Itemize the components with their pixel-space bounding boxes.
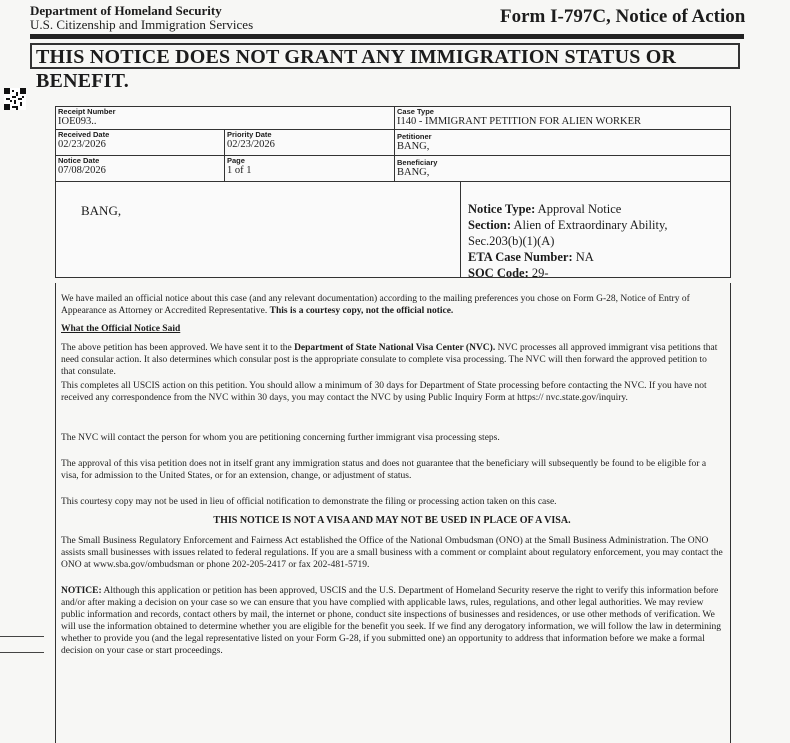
status-banner: THIS NOTICE DOES NOT GRANT ANY IMMIGRATION STATUS OR BENEFIT. [30,43,740,69]
case-type: I140 - IMMIGRANT PETITION FOR ALIEN WORKER [397,116,642,127]
eta-value: NA [575,250,594,264]
beneficiary-cell [397,159,437,179]
case-type-cell [397,108,641,128]
eligibility-paragraph: The approval of this visa petition does not in itself grant any immigration status and does not guarantee that the beneficiary will subsequently be found to be eligible for a visa, for admission to the United States, or for an extension, change, or adjustment of status. [61,459,707,481]
approval-paragraph [61,342,723,378]
form-title: Form I-797C, Notice of Action [500,6,746,27]
notice-date-label: Notice Date [58,156,100,165]
notice-date: 07/08/2026 [58,165,106,176]
mailing-paragraph [61,293,723,317]
qr-code-icon [4,88,26,110]
not-a-visa-notice: THIS NOTICE IS NOT A VISA AND MAY NOT BE USED IN PLACE OF A VISA. [213,515,571,526]
notice-info-block [468,201,668,281]
section-heading: What the Official Notice Said [61,324,181,334]
page-cell [227,157,252,177]
courtesy-paragraph: This courtesy copy may not be used in lieu of official notification to demonstrate the filing or processing action taken on this case. [61,497,557,507]
section-label: Section: [468,218,512,232]
priority-date-cell [227,131,275,151]
recipient-name: BANG, [81,203,122,218]
section-value-2: Sec.203(b)(1)(A) [468,234,555,248]
priority-date-label: Priority Date [227,130,272,139]
agency-name: U.S. Citizenship and Immigration Services [30,17,254,32]
receipt-number-label: Receipt Number [58,107,116,116]
soc-label: SOC Code: [468,266,529,280]
notice-type-label: Notice Type: [468,202,536,216]
courtesy-copy-text: This is a courtesy copy, not the official notice. [269,306,454,316]
notice-label: NOTICE: [61,586,102,596]
receipt-number-cell [58,108,116,128]
page-number: 1 of 1 [227,165,252,176]
approval-text-b: NVC processes all approved immigrant visa petitions that need consular action. It also determines which consular post is the appropriate consulate to complete visa processing. The NVC will then forward the approved petition to that consulate. [61,343,718,377]
received-date: 02/23/2026 [58,139,106,150]
receipt-number: IOE093.. [58,116,97,127]
beneficiary-name: BANG, [397,167,430,178]
approval-text-a: The above petition has been approved. We have sent it to the [61,343,292,353]
petitioner-cell [397,133,432,153]
petitioner-name: BANG, [397,141,430,152]
case-info-table [55,106,731,278]
margin-mark [0,652,44,653]
notice-date-cell [58,157,106,177]
received-date-cell [58,131,109,151]
nvc-text: Department of State National Visa Center (NVC). [294,343,496,353]
mailing-text: We have mailed an official notice about this case (and any relevant documentation) according to the mailing preferences you chose on Form G-28, Notice of Entry of Appearance as Attorney or Accredited Representative. [61,294,690,316]
margin-mark [0,636,44,637]
verification-notice-paragraph [61,585,723,657]
section-value: Alien of Extraordinary Ability, [513,218,668,232]
received-date-label: Received Date [58,130,110,139]
header-rule [30,34,744,39]
ombudsman-paragraph: The Small Business Regulatory Enforcement and Fairness Act established the Office of the National Ombudsman (ONO) at the Small Business Administration. The ONO assists small businesses with issues related to federal regulations. If you are a small business with a comment or complaint about regulatory enforcement, you may contact the ONO at www.sba.gov/ombudsman or phone 202-205-2417 or fax 202-481-5719. [61,536,723,570]
beneficiary-label: Beneficiary [397,158,438,167]
case-type-label: Case Type [397,107,434,116]
petitioner-label: Petitioner [397,132,432,141]
soc-value: 29- [531,266,549,280]
completion-paragraph: This completes all USCIS action on this petition. You should allow a minimum of 30 days for Department of State processing before contacting the NVC. If you have not received any correspondence from the NVC within 30 days, you may contact the NVC by using Public Inquiry Form at https:// nvc.state.gov/inquiry. [61,381,707,403]
notice-type-value: Approval Notice [537,202,622,216]
verification-text: Although this application or petition has been approved, USCIS and the U.S. Department of Homeland Security reserve the right to verify this information before and/or after making a decision on your case so we can ensure that you have complied with applicable laws, rules, regulations, and other legal authorities. We may review public information and records, contact others by mail, the internet or phone, conduct site inspections of businesses and residences, or use other methods of verification. We will use the information obtained to determine whether you are eligible for the benefit you seek. If we find any derogatory information, we will follow the law in determining whether to provide you (and the legal representative listed on your Form G-28, if you submitted one) an opportunity to address that information before we make a formal decision on your case or start proceedings. [61,586,722,656]
department-name: Department of Homeland Security [30,3,222,18]
priority-date: 02/23/2026 [227,139,275,150]
nvc-contact-paragraph: The NVC will contact the person for whom you are petitioning concerning further immigrant visa processing steps. [61,433,500,443]
eta-label: ETA Case Number: [468,250,573,264]
page-label: Page [227,156,245,165]
